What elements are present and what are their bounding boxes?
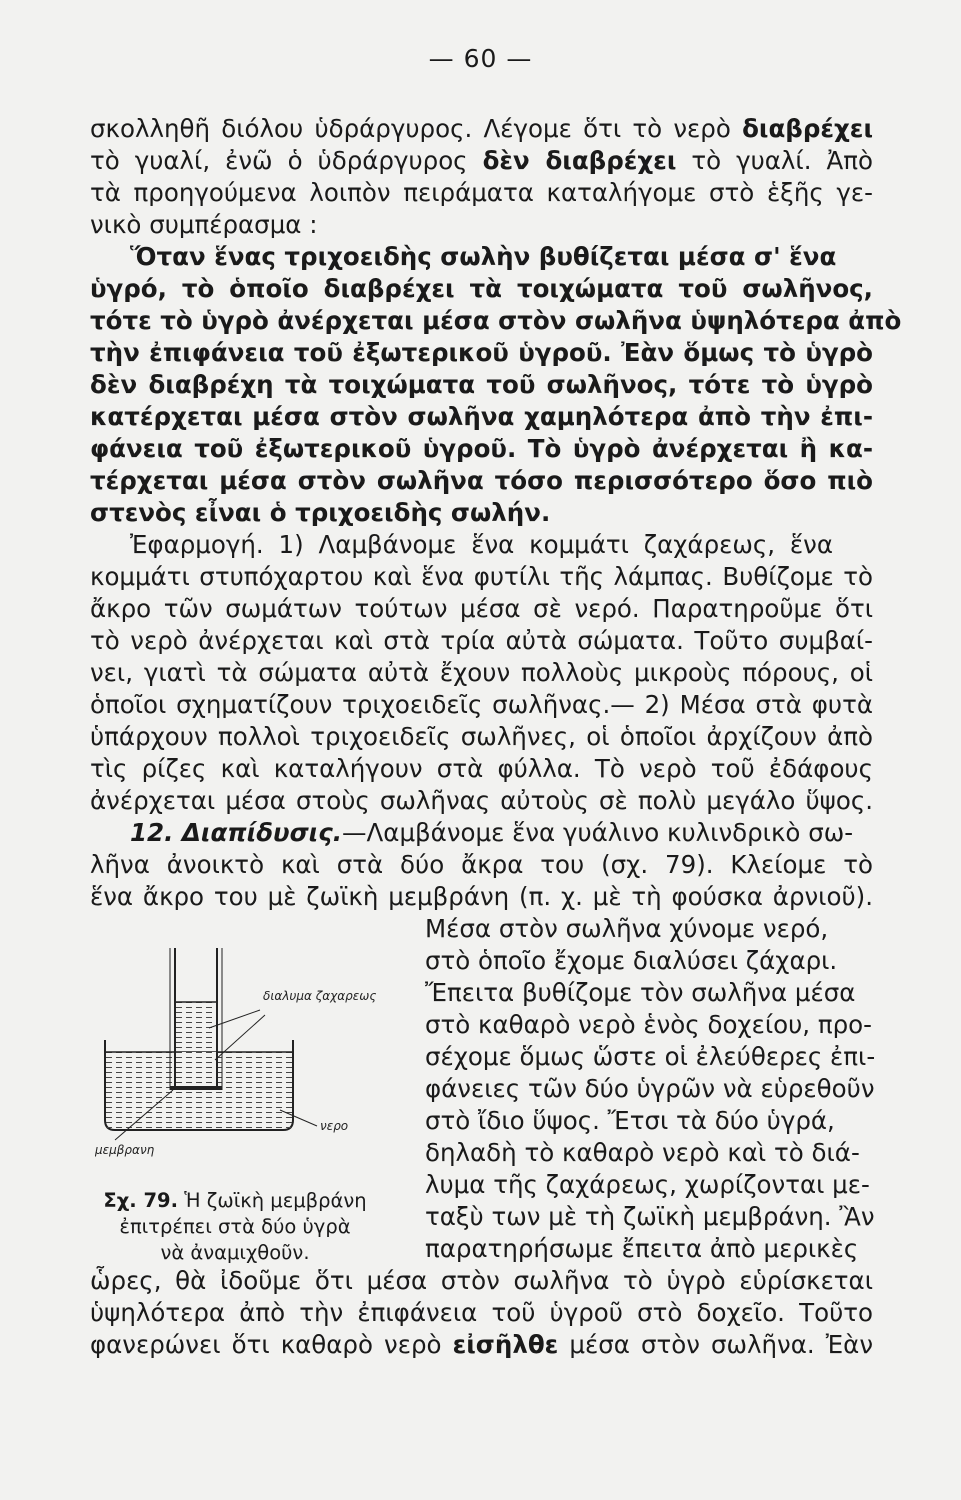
figure-79 (95, 940, 395, 1170)
text-run: ὑπάρχουν πολλοὶ τριχοειδεῖς σωλῆνες, οἱ ὁποῖοι ἀρχίζουν ἀπὸ (90, 722, 873, 751)
text-run: τὸ νερὸ ἀνέρχεται καὶ στὰ τρία αὐτὰ σώματα. Τοῦτο συμβαί- (90, 626, 873, 655)
text-run: ἀνέρχεται μέσα στοὺς σωλῆνας αὐτοὺς σὲ πολὺ μεγάλο ὕψος. (90, 786, 873, 815)
text-run: κομμάτι στυπόχαρτου καὶ ἕνα φυτίλι τῆς λάμπας. Βυθίζομε τὸ (90, 562, 873, 591)
text-line (425, 1233, 859, 1265)
text-line (425, 1137, 860, 1169)
emphasis-text: τέρχεται μέσα στὸν σωλῆνα τόσο περισσότερο ὅσο πιὸ (90, 466, 873, 495)
emphasis-text: δὲν διαβρέχει (482, 146, 677, 175)
text-run: παρατηρήσωμε ἔπειτα ἀπὸ μερικὲς (425, 1234, 859, 1263)
text-line (90, 113, 873, 145)
text-run: Ἐφαρμογή. 1) Λαμβάνομε ἕνα κομμάτι ζαχάρεως, ἕνα (130, 530, 833, 559)
text-line (90, 561, 873, 593)
text-run: στὸ ὁποῖο ἔχομε διαλύσει ζάχαρι. (425, 946, 838, 975)
text-line (90, 433, 873, 465)
text-line (90, 625, 873, 657)
text-line (425, 1201, 875, 1233)
text-line (90, 177, 873, 209)
figure-caption-line2: ἐπιτρέπει στὰ δύο ὑγρὰ (119, 1215, 351, 1238)
membrane (170, 1086, 222, 1090)
text-line (90, 721, 873, 753)
emphasis-text: τὴν ἐπιφάνεια τοῦ ἐξωτερικοῦ ὑγροῦ. Ἐὰν ὅμως τὸ ὑγρὸ (90, 338, 873, 367)
text-run: ἕνα ἄκρο του μὲ ζωϊκὴ μεμβράνη (π. χ. μὲ τὴ φούσκα ἀρνιοῦ). (90, 882, 873, 911)
text-line (90, 465, 873, 497)
text-line (90, 305, 902, 337)
text-line (90, 401, 873, 433)
text-run: ὑψηλότερα ἀπὸ τὴν ἐπιφάνεια τοῦ ὑγροῦ στὸ δοχεῖο. Τοῦτο (90, 1298, 873, 1327)
text-line (425, 1073, 875, 1105)
text-run: νικὸ συμπέρασμα : (90, 210, 318, 239)
text-run: νει, γιατὶ τὰ σώματα αὐτὰ ἔχουν πολλοὺς μικροὺς πόρους, οἱ (90, 658, 873, 687)
text-line (425, 945, 838, 977)
text-line (90, 1329, 873, 1361)
text-line (425, 1105, 835, 1137)
emphasis-text: διαβρέχει (742, 114, 873, 143)
text-line (130, 817, 854, 849)
text-run: τὸ γυαλί. Ἀπὸ (676, 146, 873, 175)
text-line (90, 209, 318, 241)
text-run: σέχομε ὅμως ὥστε οἱ ἐλεύθερες ἐπι- (425, 1042, 876, 1071)
text-line (90, 273, 873, 305)
emphasis-text: Ὅταν ἕνας τριχοειδὴς σωλὴν βυθίζεται μέσα σ' ἕνα (130, 242, 837, 271)
text-line (90, 337, 873, 369)
text-run: λυμα τῆς ζαχάρεως, χωρίζονται με- (425, 1170, 870, 1199)
label-solution: διαλυμα ζαχαρεως (263, 989, 377, 1003)
label-membrane: μεμβρανη (95, 1143, 155, 1157)
label-water: νερο (320, 1119, 349, 1133)
emphasis-text: τότε τὸ ὑγρὸ ἀνέρχεται μέσα στὸν σωλῆνα ὑψηλότερα ἀπὸ (90, 306, 902, 335)
figure-caption-line3: νὰ ἀναμιχθοῦν. (160, 1241, 310, 1264)
caption-text-1: Ἡ ζωϊκὴ μεμβράνη (184, 1189, 367, 1212)
text-run: λῆνα ἀνοικτὸ καὶ στὰ δύο ἄκρα του (σχ. 79). Κλείομε τὸ (90, 850, 873, 879)
emphasis-text: 12. Διαπίδυσις. (130, 818, 343, 847)
figure-caption-line1 (75, 1188, 395, 1214)
text-line (90, 849, 873, 881)
text-run: ὧρες, θὰ ἰδοῦμε ὅτι μέσα στὸν σωλῆνα τὸ ὑγρὸ εὑρίσκεται (90, 1266, 873, 1295)
text-run: —Λαμβάνομε ἕνα γυάλινο κυλινδρικὸ σω- (342, 818, 854, 847)
text-line (90, 881, 873, 913)
text-line (90, 1265, 873, 1297)
text-line (90, 785, 873, 817)
emphasis-text: κατέρχεται μέσα στὸν σωλῆνα χαμηλότερα ἀπὸ τὴν ἐπι- (90, 402, 873, 431)
page-number: — 60 — (428, 44, 533, 73)
emphasis-text: εἰσῆλθε (452, 1330, 559, 1359)
emphasis-text: δὲν διαβρέχη τὰ τοιχώματα τοῦ σωλῆνος, τότε τὸ ὑγρὸ (90, 370, 873, 399)
emphasis-text: ὑγρό, τὸ ὁποῖο διαβρέχει τὰ τοιχώματα τοῦ σωλῆνος, (90, 274, 873, 303)
text-line (130, 529, 833, 561)
text-line (90, 753, 873, 785)
text-run: Ἔπειτα βυθίζομε τὸν σωλῆνα μέσα (425, 978, 856, 1007)
osmosis-diagram (95, 940, 395, 1170)
text-line (90, 689, 873, 721)
text-line (90, 1297, 873, 1329)
text-run: σκολληθῆ διόλου ὑδράργυρος. Λέγομε ὅτι τὸ νερὸ (90, 114, 743, 143)
text-line (425, 1169, 870, 1201)
emphasis-text: φάνεια τοῦ ἐξωτερικοῦ ὑγροῦ. Τὸ ὑγρὸ ἀνέρχεται ἢ κα- (90, 434, 873, 463)
emphasis-text: στενὸς εἶναι ὁ τριχοειδὴς σωλήν. (90, 498, 551, 527)
text-line (425, 1041, 876, 1073)
text-run: τὰ προηγούμενα λοιπὸν πειράματα καταλήγομε στὸ ἑξῆς γε- (90, 178, 873, 207)
text-line (425, 977, 856, 1009)
text-run: ἄκρο τῶν σωμάτων τούτων μέσα σὲ νερό. Παρατηροῦμε ὅτι (90, 594, 873, 623)
text-line (90, 145, 873, 177)
text-run: φάνειες τῶν δύο ὑγρῶν νὰ εὑρεθοῦν (425, 1074, 875, 1103)
text-line (130, 241, 837, 273)
text-run: στὸ καθαρὸ νερὸ ἑνὸς δοχείου, προ- (425, 1010, 872, 1039)
text-line (90, 657, 873, 689)
figure-number: Σχ. 79. (103, 1189, 179, 1212)
text-line (90, 593, 873, 625)
text-run: φανερώνει ὅτι καθαρὸ νερὸ (90, 1330, 453, 1359)
text-run: τὸ γυαλί, ἐνῶ ὁ ὑδράργυρος (90, 146, 483, 175)
text-line (90, 497, 550, 529)
text-run: ὁποῖοι σχηματίζουν τριχοειδεῖς σωλῆνας.— 2) Μέσα στὰ φυτὰ (90, 690, 873, 719)
text-line (425, 913, 829, 945)
text-line (425, 1009, 872, 1041)
text-run: στὸ ἴδιο ὕψος. Ἔτσι τὰ δύο ὑγρά, (425, 1106, 835, 1135)
text-run: τὶς ρίζες καὶ καταλήγουν στὰ φύλλα. Τὸ νερὸ τοῦ ἐδάφους (90, 754, 873, 783)
text-run: δηλαδὴ τὸ καθαρὸ νερὸ καὶ τὸ διά- (425, 1138, 860, 1167)
text-line (90, 369, 873, 401)
text-run: μέσα στὸν σωλῆνα. Ἐὰν (558, 1330, 874, 1359)
text-run: Μέσα στὸν σωλῆνα χύνομε νερό, (425, 914, 829, 943)
text-run: ταξὺ των μὲ τὴ ζωϊκὴ μεμβράνη. Ἂν (425, 1202, 875, 1231)
